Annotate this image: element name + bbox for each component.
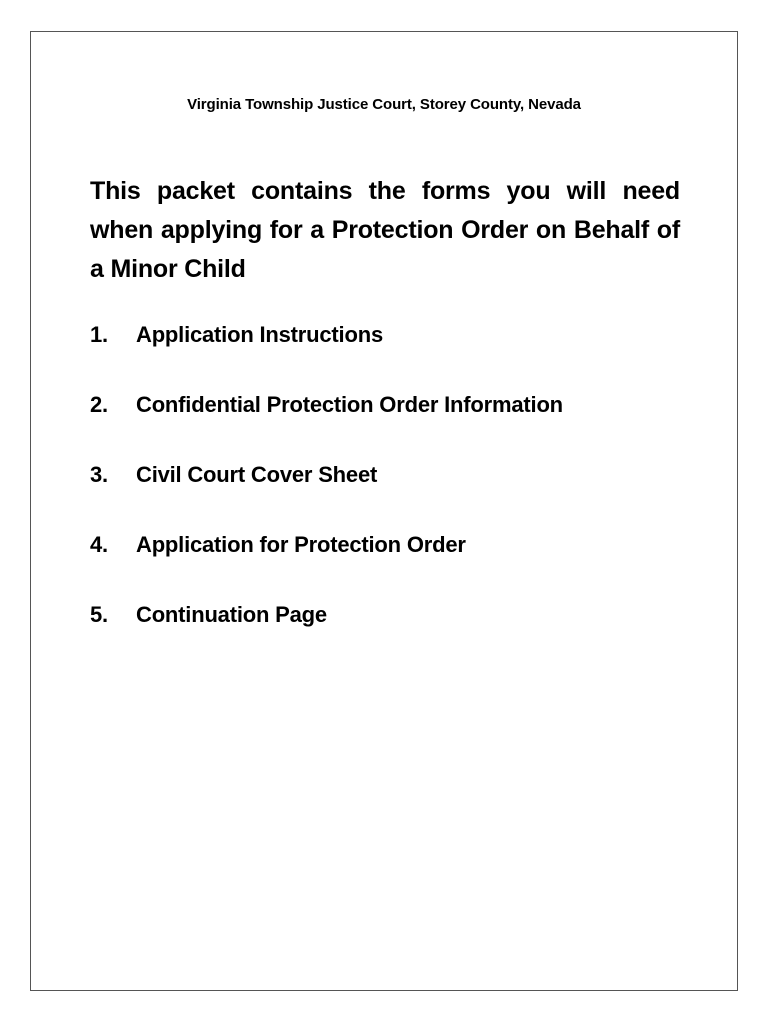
list-item-number: 5. bbox=[90, 602, 108, 627]
list-item-title: Confidential Protection Order Information bbox=[136, 392, 563, 417]
list-item bbox=[90, 532, 563, 602]
packet-intro: This packet contains the forms you will need when applying for a Protection Order on Behalf of a Minor Child bbox=[90, 177, 680, 283]
list-item bbox=[90, 392, 563, 462]
list-item bbox=[90, 322, 563, 392]
list-item bbox=[90, 602, 563, 672]
list-item bbox=[90, 462, 563, 532]
court-header: Virginia Township Justice Court, Storey County, Nevada bbox=[187, 96, 581, 113]
list-item-number: 3. bbox=[90, 462, 108, 487]
list-item-title: Application for Protection Order bbox=[136, 532, 466, 557]
list-item-title: Continuation Page bbox=[136, 602, 327, 627]
list-item-title: Civil Court Cover Sheet bbox=[136, 462, 378, 487]
list-item-number: 2. bbox=[90, 392, 108, 417]
list-item-number: 4. bbox=[90, 532, 108, 557]
list-item-number: 1. bbox=[90, 322, 108, 347]
forms-list bbox=[90, 322, 563, 672]
list-item-title: Application Instructions bbox=[136, 322, 383, 347]
